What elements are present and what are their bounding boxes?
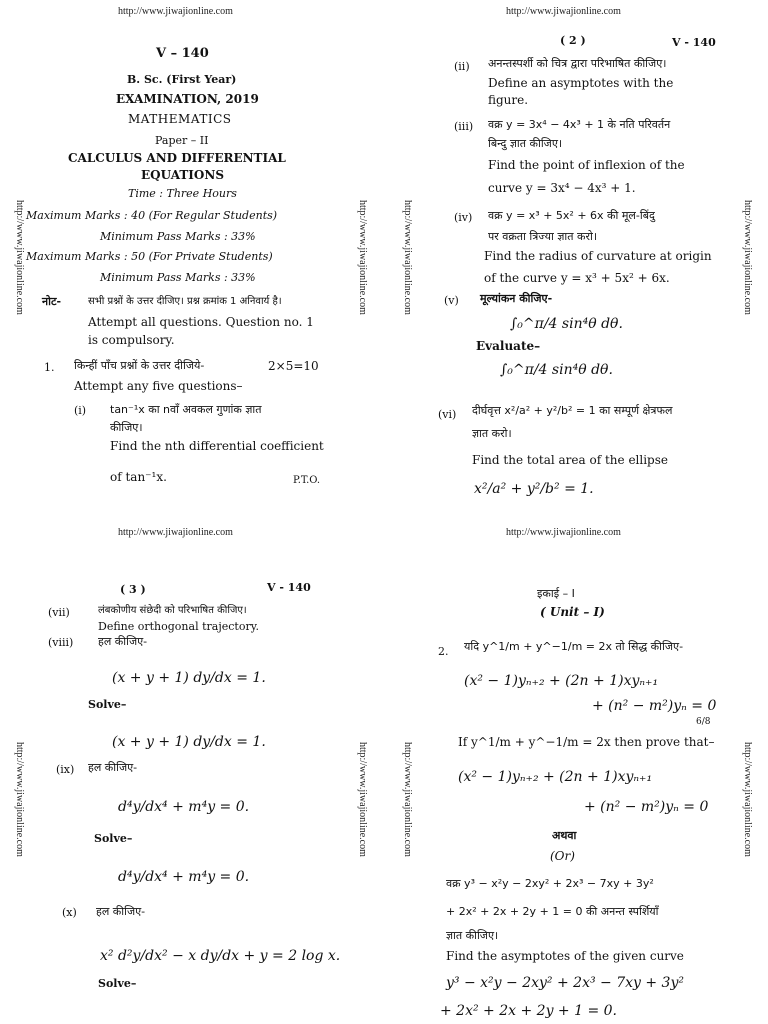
qvi-english: Find the total area of the ellipse bbox=[472, 453, 668, 467]
qiii-english-a: Find the point of inflexion of the bbox=[488, 158, 685, 172]
side-url-right[interactable]: http://www.jiwajionline.com bbox=[357, 200, 368, 315]
side-url-right[interactable]: http://www.jiwajionline.com bbox=[357, 742, 368, 857]
qi-hindi-a: tan⁻¹x का nवाँ अवकल गुणांक ज्ञात bbox=[110, 403, 262, 416]
solve-3: Solve– bbox=[98, 977, 137, 990]
q2-equation-2: + (n² − m²)yₙ = 0 bbox=[592, 698, 717, 714]
qvi-hindi-a: दीर्घवृत्त x²/a² + y²/b² = 1 का सम्पूर्ण क्षेत्रफल bbox=[472, 404, 673, 417]
page-number: ( 3 ) bbox=[120, 583, 146, 596]
qv-hindi: मूल्यांकन कीजिए- bbox=[480, 292, 553, 305]
side-url-left[interactable]: http://www.jiwajionline.com bbox=[402, 742, 413, 857]
qv-number: (v) bbox=[444, 294, 459, 307]
qvii-number: (vii) bbox=[48, 606, 70, 619]
header-url[interactable]: http://www.jiwajionline.com bbox=[506, 6, 621, 17]
qix-equation-2: d⁴y/dx⁴ + m⁴y = 0. bbox=[118, 869, 250, 885]
note-english-2: is compulsory. bbox=[88, 333, 175, 347]
qiv-english-b: of the curve y = x³ + 5x² + 6x. bbox=[484, 271, 670, 285]
qviii-number: (viii) bbox=[48, 636, 74, 649]
qviii-hindi: हल कीजिए- bbox=[98, 635, 148, 648]
side-url-right[interactable]: http://www.jiwajionline.com bbox=[742, 200, 753, 315]
max-marks-private: Maximum Marks : 50 (For Private Students) bbox=[26, 250, 273, 263]
qiii-number: (iii) bbox=[454, 120, 474, 133]
qv-integral: ∫₀^π/4 sin⁴θ dθ. bbox=[510, 316, 623, 332]
paper-code: V – 140 bbox=[156, 46, 209, 61]
or-hindi: अथवा bbox=[552, 829, 577, 842]
pto: P.T.O. bbox=[293, 475, 321, 486]
note-english-1: Attempt all questions. Question no. 1 bbox=[88, 315, 314, 329]
note-hindi: सभी प्रश्नों के उत्तर दीजिए। प्रश्न क्रमांक 1 अनिवार्य है। bbox=[88, 296, 282, 307]
side-url-left[interactable]: http://www.jiwajionline.com bbox=[402, 200, 413, 315]
page-4 bbox=[384, 512, 768, 1024]
qx-equation: x² d²y/dx² − x dy/dx + y = 2 log x. bbox=[100, 948, 341, 964]
unit-english: ( Unit – I) bbox=[540, 605, 605, 619]
q2-number: 2. bbox=[438, 645, 449, 658]
qix-equation: d⁴y/dx⁴ + m⁴y = 0. bbox=[118, 799, 250, 815]
page-number: ( 2 ) bbox=[560, 34, 586, 47]
or-english-b: y³ − x²y − 2xy² + 2x³ − 7xy + 3y² bbox=[446, 975, 684, 991]
or-hindi-b: + 2x² + 2x + 2y + 1 = 0 की अनन्त स्पर्शियाँ bbox=[446, 905, 659, 918]
page-3 bbox=[0, 512, 384, 1024]
or-hindi-c: ज्ञात कीजिए। bbox=[446, 929, 499, 942]
unit-hindi: इकाई – I bbox=[537, 587, 575, 600]
qx-number: (x) bbox=[62, 906, 77, 919]
qix-number: (ix) bbox=[56, 763, 75, 776]
qii-number: (ii) bbox=[454, 60, 470, 73]
qiv-number: (iv) bbox=[454, 211, 473, 224]
q2-marks: 6/8 bbox=[696, 717, 711, 727]
qiii-english-b: curve y = 3x⁴ − 4x³ + 1. bbox=[488, 181, 636, 195]
solve-2: Solve– bbox=[94, 832, 133, 845]
course: B. Sc. (First Year) bbox=[127, 73, 237, 86]
qv-evaluate: Evaluate– bbox=[476, 339, 541, 353]
qiii-hindi-b: बिन्दु ज्ञात कीजिए। bbox=[488, 137, 563, 150]
q2-english: If y^1/m + y^−1/m = 2x then prove that– bbox=[458, 735, 715, 749]
q1-number: 1. bbox=[44, 361, 55, 374]
note-label: नोट- bbox=[42, 295, 62, 308]
qviii-equation-2: (x + y + 1) dy/dx = 1. bbox=[112, 734, 266, 750]
or-hindi-a: वक्र y³ − x²y − 2xy² + 2x³ − 7xy + 3y² bbox=[446, 877, 654, 890]
qi-english-b: of tan⁻¹x. bbox=[110, 470, 167, 484]
qv-integral-2: ∫₀^π/4 sin⁴θ dθ. bbox=[500, 362, 613, 378]
qiv-english-a: Find the radius of curvature at origin bbox=[484, 249, 712, 263]
q2-equation-4: + (n² − m²)yₙ = 0 bbox=[584, 799, 709, 815]
time: Time : Three Hours bbox=[128, 187, 237, 200]
solve-1: Solve– bbox=[88, 698, 127, 711]
header-url[interactable]: http://www.jiwajionline.com bbox=[118, 6, 233, 17]
or-english-a: Find the asymptotes of the given curve bbox=[446, 949, 684, 963]
qix-hindi: हल कीजिए- bbox=[88, 761, 138, 774]
or-english-c: + 2x² + 2x + 2y + 1 = 0. bbox=[440, 1003, 618, 1019]
side-url-left[interactable]: http://www.jiwajionline.com bbox=[14, 200, 25, 315]
page-1 bbox=[0, 0, 384, 512]
q2-equation-1: (x² − 1)yₙ₊₂ + (2n + 1)xyₙ₊₁ bbox=[464, 673, 659, 689]
paper-code: V - 140 bbox=[267, 581, 311, 594]
qvi-hindi-b: ज्ञात करो। bbox=[472, 427, 512, 440]
page-2 bbox=[384, 0, 768, 512]
min-pass-2: Minimum Pass Marks : 33% bbox=[100, 271, 256, 284]
paper: Paper – II bbox=[155, 134, 209, 147]
title-line-2: EQUATIONS bbox=[141, 168, 224, 182]
min-pass-1: Minimum Pass Marks : 33% bbox=[100, 230, 256, 243]
qvii-english: Define orthogonal trajectory. bbox=[98, 620, 259, 633]
qii-english-b: figure. bbox=[488, 93, 529, 107]
qi-number: (i) bbox=[74, 404, 87, 417]
title-line-1: CALCULUS AND DIFFERENTIAL bbox=[68, 151, 286, 165]
exam: EXAMINATION, 2019 bbox=[116, 92, 259, 106]
qiv-hindi-a: वक्र y = x³ + 5x² + 6x की मूल-बिंदु bbox=[488, 209, 655, 222]
header-url[interactable]: http://www.jiwajionline.com bbox=[506, 527, 621, 538]
paper-code: V - 140 bbox=[672, 36, 716, 49]
q1-english: Attempt any five questions– bbox=[74, 379, 243, 393]
qi-english-a: Find the nth differential coefficient bbox=[110, 439, 324, 453]
side-url-left[interactable]: http://www.jiwajionline.com bbox=[14, 742, 25, 857]
q2-hindi: यदि y^1/m + y^−1/m = 2x तो सिद्ध कीजिए- bbox=[464, 640, 684, 653]
header-url[interactable]: http://www.jiwajionline.com bbox=[118, 527, 233, 538]
qii-hindi: अनन्तस्पर्शी को चित्र द्वारा परिभाषित कीजिए। bbox=[488, 57, 667, 70]
qii-english-a: Define an asymptotes with the bbox=[488, 76, 674, 90]
qvi-number: (vi) bbox=[438, 408, 457, 421]
qviii-equation: (x + y + 1) dy/dx = 1. bbox=[112, 670, 266, 686]
q2-equation-3: (x² − 1)yₙ₊₂ + (2n + 1)xyₙ₊₁ bbox=[458, 769, 653, 785]
qvii-hindi: लंबकोणीय संछेदी को परिभाषित कीजिए। bbox=[98, 605, 247, 616]
q1-hindi: किन्हीं पाँच प्रश्नों के उत्तर दीजिये- bbox=[74, 359, 205, 372]
qi-hindi-b: कीजिए। bbox=[110, 421, 143, 434]
subject: MATHEMATICS bbox=[128, 112, 232, 126]
qiv-hindi-b: पर वक्रता त्रिज्या ज्ञात करो। bbox=[488, 230, 597, 243]
qx-hindi: हल कीजिए- bbox=[96, 905, 146, 918]
qvi-equation: x²/a² + y²/b² = 1. bbox=[474, 481, 594, 497]
side-url-right[interactable]: http://www.jiwajionline.com bbox=[742, 742, 753, 857]
or-english: (Or) bbox=[550, 849, 575, 863]
qiii-hindi-a: वक्र y = 3x⁴ − 4x³ + 1 के नति परिवर्तन bbox=[488, 118, 671, 131]
q1-marks: 2×5=10 bbox=[268, 359, 319, 373]
max-marks-regular: Maximum Marks : 40 (For Regular Students) bbox=[26, 209, 278, 222]
